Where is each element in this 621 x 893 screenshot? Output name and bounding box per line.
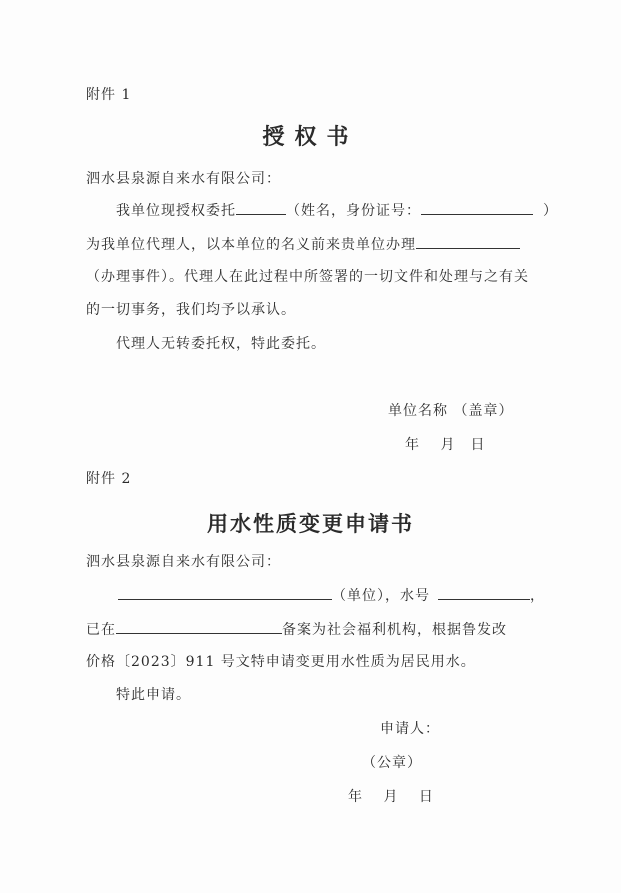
attachment-2-label: 附件 2 (86, 471, 132, 487)
official-seal: （公章） (362, 755, 422, 771)
date-1: 年 月 日 (405, 437, 486, 453)
addressee-2: 泗水县泉源自来水有限公司： (86, 554, 281, 570)
apply-text-end: ， (530, 588, 545, 604)
apply-paragraph-4: 特此申请。 (116, 687, 191, 703)
unit-name-seal: 单位名称 （盖章） (388, 403, 514, 419)
apply-paragraph-1 (118, 586, 545, 605)
water-use-change-title: 用水性质变更申请书 (207, 511, 414, 536)
agent-name-blank[interactable] (236, 201, 286, 215)
auth-paragraph-1 (116, 201, 558, 220)
applicant-label: 申请人： (380, 721, 440, 737)
apply-paragraph-2 (86, 620, 507, 639)
auth-paragraph-2 (86, 235, 520, 254)
matter-blank[interactable] (416, 235, 520, 249)
unit-blank[interactable] (118, 586, 332, 600)
apply-text-unit: （单位），水号 (332, 588, 430, 604)
authorization-title: 授权书 (262, 124, 359, 150)
filing-agency-blank[interactable] (116, 620, 282, 634)
auth-text-a: 我单位现授权委托 (116, 203, 236, 219)
auth-text-c: ） (543, 203, 558, 219)
date-2: 年 月 日 (348, 789, 434, 805)
water-number-blank[interactable] (438, 586, 530, 600)
attachment-1-label: 附件 1 (86, 87, 132, 103)
addressee-1: 泗水县泉源自来水有限公司： (86, 171, 281, 187)
auth-paragraph-5: 代理人无转委托权，特此委托。 (116, 336, 326, 352)
auth-text-d: 为我单位代理人，以本单位的名义前来贵单位办理 (86, 237, 416, 253)
auth-paragraph-3: （办理事件）。代理人在此过程中所签署的一切文件和处理与之有关 (86, 269, 529, 285)
auth-paragraph-4: 的一切事务，我们均予以承认。 (86, 302, 296, 318)
apply-text-a: 已在 (86, 622, 116, 638)
id-number-blank[interactable] (421, 201, 533, 215)
apply-paragraph-3: 价格〔2023〕911 号文特申请变更用水性质为居民用水。 (86, 654, 476, 670)
auth-text-b: （姓名，身份证号： (286, 203, 421, 219)
apply-text-b: 备案为社会福利机构，根据鲁发改 (282, 622, 507, 638)
